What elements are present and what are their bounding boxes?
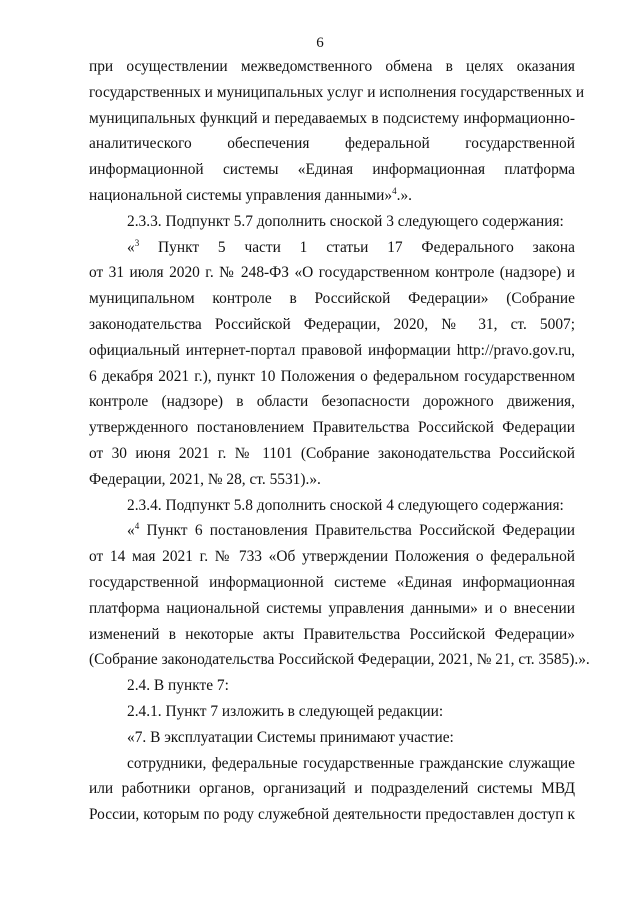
text-line: национальной системы управления данными»$^4$.». bbox=[89, 185, 413, 204]
text-line: 2.4.1. Пункт 7 изложить в следующей редакции: bbox=[127, 702, 444, 720]
text-line: 6 декабря 2021 г.), пункт 10 Положения о федеральном государственном bbox=[89, 367, 575, 385]
text-line: от 30 июня 2021 г. № 1101 (Собрание законодательства Российской bbox=[89, 444, 575, 462]
text-line: (Собрание законодательства Российской Федерации, 2021, № 21, ст. 3585).». bbox=[89, 651, 590, 669]
footnote-ref: 4 bbox=[392, 185, 397, 196]
text-line: 2.4. В пункте 7: bbox=[127, 677, 229, 695]
text-line: 2.3.3. Подпункт 5.7 дополнить сноской 3 следующего содержания: bbox=[127, 212, 564, 230]
text-line: законодательства Российской Федерации, 2020, № 31, ст. 5007; bbox=[89, 315, 575, 333]
text-line: официальный интернет-портал правовой информации http://pravo.gov.ru, bbox=[89, 341, 575, 359]
document-body bbox=[89, 54, 590, 828]
paragraph bbox=[89, 518, 590, 673]
text-line: «7. В эксплуатации Системы принимают участие: bbox=[127, 728, 454, 746]
text-line: России, которым по роду служебной деятельности предоставлен доступ к bbox=[89, 806, 575, 824]
paragraph bbox=[89, 673, 575, 699]
paragraph bbox=[89, 725, 575, 751]
paragraph bbox=[89, 699, 575, 725]
text-line: информационной системы «Единая информационная платформа bbox=[89, 161, 575, 179]
text-line: аналитического обеспечения федеральной государственной bbox=[89, 135, 575, 153]
text-line: муниципальном контроле в Российской Федерации» (Собрание bbox=[89, 290, 575, 308]
paragraph bbox=[89, 493, 575, 519]
text-line: при осуществлении межведомственного обмена в целях оказания bbox=[89, 58, 575, 75]
text-line: государственных и муниципальных услуг и исполнения государственных и bbox=[89, 83, 585, 101]
text-line: контроле (надзоре) в области безопасности дорожного движения, bbox=[89, 393, 575, 411]
text-line: платформа национальной системы управления данными» и о внесении bbox=[89, 599, 575, 617]
paragraph bbox=[89, 751, 575, 828]
text-line: муниципальных функций и передаваемых в подсистему информационно- bbox=[89, 109, 575, 127]
text-line: от 31 июля 2020 г. № 248-ФЗ «О государственном контроле (надзоре) и bbox=[89, 264, 575, 282]
text-line: утвержденного постановлением Правительства Российской Федерации bbox=[89, 419, 575, 437]
text-line: «$^4$ Пункт 6 постановления Правительства Российской Федерации bbox=[127, 521, 575, 540]
text-line: изменений в некоторые акты Правительства Российской Федерации» bbox=[89, 625, 575, 643]
page-number: 6 bbox=[316, 35, 324, 51]
footnote-ref: 3 bbox=[134, 237, 140, 248]
text-line: или работники органов, организаций и подразделений системы МВД bbox=[89, 780, 575, 798]
text-line: государственной информационной системе «Единая информационная bbox=[89, 573, 575, 591]
paragraph bbox=[89, 54, 585, 209]
text-line: от 14 мая 2021 г. № 733 «Об утверждении Положения о федеральной bbox=[89, 548, 575, 566]
paragraph bbox=[89, 235, 575, 493]
footnote-ref: 4 bbox=[134, 521, 140, 532]
paragraph bbox=[89, 209, 575, 235]
text-line: Федерации, 2021, № 28, ст. 5531).». bbox=[89, 470, 321, 488]
text-line: сотрудники, федеральные государственные гражданские служащие bbox=[127, 754, 575, 772]
text-line: «$^3$ Пункт 5 части 1 статьи 17 Федерального закона bbox=[127, 237, 575, 256]
text-line: 2.3.4. Подпункт 5.8 дополнить сноской 4 следующего содержания: bbox=[127, 496, 564, 514]
